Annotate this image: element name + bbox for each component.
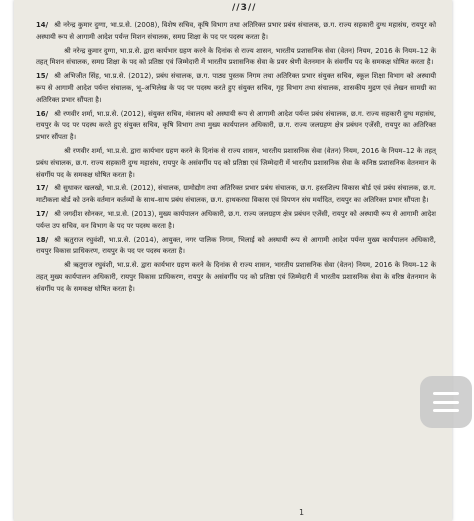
- order-paragraph: [36, 71, 436, 106]
- paragraph-text: श्री ऋतुराज रघुवंशी, भा.प्र.से. द्वारा कार्यभार ग्रहण करने के दिनांक से राज्य शासन, भारतीय प्रशासनिक सेवा (वेतन) नियम, 2016 के नियम–12 के तहत् मुख्य कार्यपालन अधिकारी, रायपुर विकास प्राधिकरण, रायपुर के असंवर्गीय पद को प्रतिष्ठा एवं जिम्मेदारी में भारतीय प्रशासनिक सेवा के वरिष्ठ वेतनमान के संवर्गीय पद के समकक्ष घोषित करता है।: [36, 261, 436, 293]
- order-paragraph: [36, 146, 436, 181]
- paragraph-text: श्री ऋतुराज रघुवंशी, भा.प्र.से. (2014), आयुक्त, नगर पालिक निगम, भिलाई को अस्थायी रूप से आगामी आदेश पर्यन्त मुख्य कार्यपालन अधिकारी, रायपुर विकास प्राधिकरण, रायपुर के पद पर पदस्थ करता है।: [36, 235, 436, 256]
- footer-page-mark: 1: [299, 508, 305, 517]
- order-paragraph: [36, 235, 436, 259]
- order-paragraph: [36, 209, 436, 233]
- order-paragraph: [36, 46, 436, 70]
- paragraph-number: 16/: [36, 109, 49, 118]
- paragraph-text: श्री नरेन्द्र कुमार दुग्गा, भा.प्र.से. द्वारा कार्यभार ग्रहण करने के दिनांक से राज्य शासन, भारतीय प्रशासनिक सेवा (वेतन) नियम, 2016 के नियम–12 के तहत् मिशन संचालक, समग्र शिक्षा के पद को प्रतिष्ठा एवं जिम्मेदारी में भारतीय प्रशासनिक सेवा के प्रवर श्रेणी वेतनमान के संवर्गीय पद के समकक्ष घोषित करता है।: [36, 46, 436, 67]
- hamburger-menu-icon: [433, 392, 459, 412]
- order-paragraph: [36, 183, 436, 207]
- paragraph-text: श्री रणवीर शर्मा, भा.प्र.से. द्वारा कार्यभार ग्रहण करने के दिनांक से राज्य शासन, भारतीय प्रशासनिक सेवा (वेतन) नियम, 2016 के नियम–12 के तहत् प्रबंध संचालक, छ.ग. राज्य सहकारी दुग्ध महासंघ, रायपुर के असंवर्गीय पद को प्रतिष्ठा एवं जिम्मेदारी में भारतीय प्रशासनिक सेवा के कनिष्ठ प्रशासनिक वेतनमान के संवर्गीय पद के समकक्ष घोषित करता है।: [36, 146, 436, 179]
- page-number: //3//: [232, 3, 257, 13]
- paragraph-text: श्री रणवीर शर्मा, भा.प्र.से. (2012), संयुक्त सचिव, मंत्रालय को अस्थायी रूप से आगामी आदेश पर्यन्त प्रबंध संचालक, छ.ग. राज्य सहकारी दुग्ध महासंघ, रायपुर के पद पर पदस्थ करते हुए संयुक्त सचिव, कृषि विभाग तथा मुख्य कार्यपालन अधिकारी, छ.ग. राज्य जलग्रहण क्षेत्र प्रबंधन एजेंसी, रायपुर का अतिरिक्त प्रभार सौंपता है।: [36, 109, 436, 142]
- paragraph-text: श्री सुधाकर खलखो, भा.प्र.से. (2012), संचालक, ग्रामोद्योग तथा अतिरिक्त प्रभार प्रबंध संचालक, छ.ग. हस्तशिल्प विकास बोर्ड एवं प्रबंध संचालक, छ.ग. माटीकला बोर्ड को उनके वर्तमान कर्तव्यों के साथ–साथ प्रबंध संचालक, छ.ग. हाथकरघा विकास एवं विपणन संघ मर्यादित, रायपुर का अतिरिक्त प्रभार सौंपता है।: [36, 184, 436, 205]
- paragraph-number: 18/: [36, 235, 49, 244]
- menu-button[interactable]: [420, 376, 472, 428]
- document-body: [36, 20, 436, 298]
- order-paragraph: [36, 260, 436, 295]
- paragraph-number: 17/: [36, 209, 49, 218]
- order-paragraph: [36, 20, 436, 44]
- paragraph-text: श्री जगदीश सोनकर, भा.प्र.से. (2013), मुख्य कार्यपालन अधिकारी, छ.ग. राज्य जलग्रहण क्षेत्र प्रबंधन एजेंसी, रायपुर को अस्थायी रूप से आगामी आदेश पर्यन्त उप सचिव, वन विभाग के पद पर पदस्थ करता है।: [36, 209, 436, 230]
- paragraph-number: 14/: [36, 21, 49, 29]
- paragraph-number: 17/: [36, 184, 49, 193]
- paragraph-text: श्री नरेन्द्र कुमार दुग्गा, भा.प्र.से. (2008), विशेष सचिव, कृषि विभाग तथा अतिरिक्त प्रभार प्रबंध संचालक, छ.ग. राज्य सहकारी दुग्ध महासंघ, रायपुर को अस्थायी रूप से आगामी आदेश पर्यन्त मिशन संचालक, समग्र शिक्षा के पद पर पदस्थ करता है।: [36, 21, 436, 41]
- paragraph-text: श्री अभिजीत सिंह, भा.प्र.से. (2012), प्रबंध संचालक, छ.ग. पाठ्य पुस्तक निगम तथा अतिरिक्त प्रभार संयुक्त सचिव, स्कूल शिक्षा विभाग को अस्थायी रूप से आगामी आदेश पर्यन्त संचालक, भू–अभिलेख के पद पर पदस्थ करते हुए संयुक्त सचिव, गृह विभाग तथा संचालक, शासकीय मुद्रण एवं लेखन सामग्री का अतिरिक्त प्रभार सौंपता है।: [36, 72, 436, 104]
- order-paragraph: [36, 109, 436, 144]
- paragraph-number: 15/: [36, 72, 49, 81]
- document-page: [14, 0, 452, 521]
